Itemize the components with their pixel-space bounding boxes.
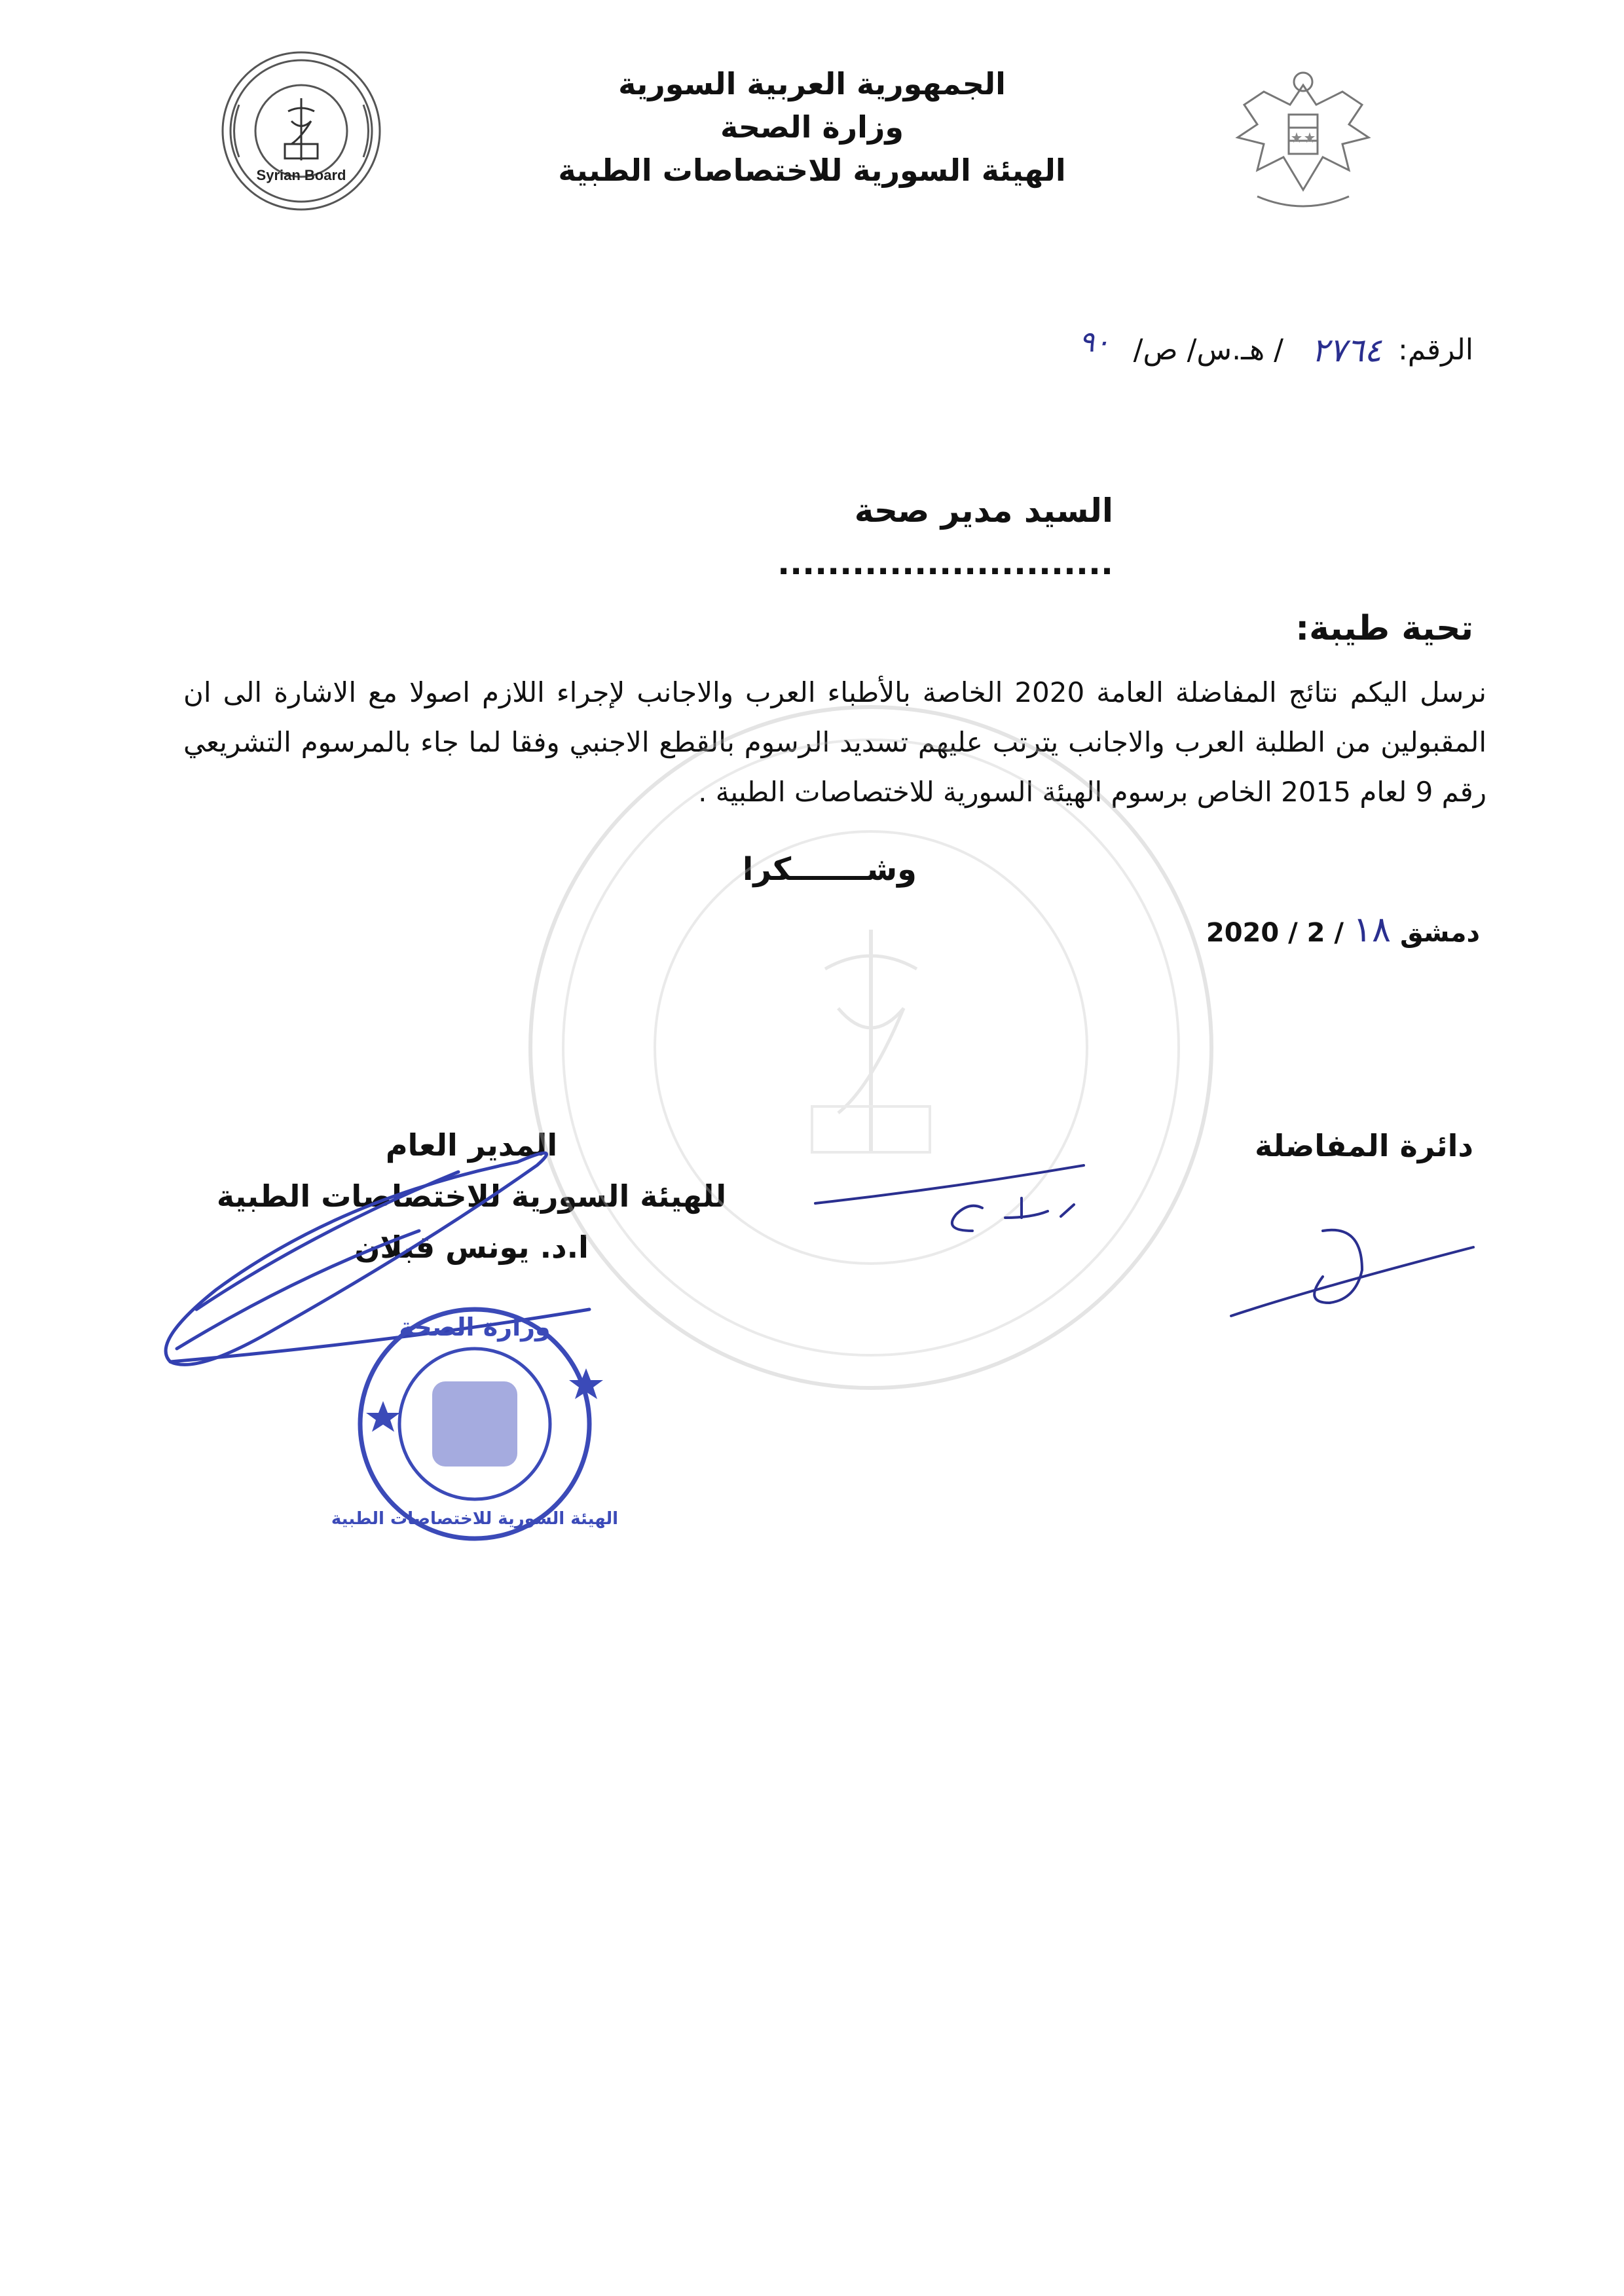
date-line bbox=[1113, 903, 1480, 959]
department-label: دائرة المفاضلة bbox=[1255, 1128, 1473, 1163]
stamp-star-right-icon bbox=[569, 1368, 603, 1399]
closing-thanks: وشـــــــكرا bbox=[742, 851, 917, 888]
signatory-org: للهيئة السورية للاختصاصات الطبية bbox=[216, 1178, 727, 1214]
greeting: تحية طيبة: bbox=[1295, 609, 1473, 648]
reference-number: ٢٧٦٤ bbox=[1311, 331, 1382, 369]
ministry-name: وزارة الصحة bbox=[720, 109, 904, 145]
reference-handwritten-suffix: ٩٠ bbox=[1079, 325, 1110, 359]
stamp-star-left-icon bbox=[366, 1401, 400, 1432]
signatory-block bbox=[183, 1120, 760, 1273]
date-city: دمشق bbox=[1399, 918, 1480, 948]
country-name: الجمهورية العربية السورية bbox=[618, 66, 1006, 101]
department-signature bbox=[1231, 1230, 1473, 1316]
stamp-bottom-text: الهيئة السورية للاختصاصات الطبية bbox=[331, 1509, 619, 1529]
date-rest: / 2 / 2020 bbox=[1206, 918, 1344, 948]
reference-code: / هـ.س/ ص/ bbox=[1133, 333, 1283, 367]
reference-label: الرقم: bbox=[1397, 333, 1473, 367]
stamp-emblem-icon bbox=[432, 1381, 517, 1467]
center-signature bbox=[815, 1165, 1084, 1231]
letterhead bbox=[471, 62, 1153, 192]
ministry-stamp bbox=[331, 1309, 618, 1539]
addressee: السيد مدير صحة ........................... bbox=[777, 492, 1113, 582]
date-day-handwritten: ١٨ bbox=[1352, 909, 1391, 950]
body-paragraph: نرسل اليكم نتائج المفاضلة العامة 2020 الخاصة بالأطباء العرب والاجانب لإجراء اللازم اصولا مع الاشارة الى ان المقبولين من الطلبة العرب والاجانب يترتب عليهم تسديد الرسوم بالقطع الاجنبي وفقا لما جاء بالمرسوم التشريعي رقم 9 لعام 2015 الخاص برسوم الهيئة السورية للاختصاصات الطبية . bbox=[183, 676, 1486, 808]
syrian-board-logo bbox=[216, 46, 386, 216]
eagle-emblem-icon bbox=[1218, 65, 1388, 216]
stamp-top-text: وزارة الصحة bbox=[399, 1313, 551, 1341]
signatory-name: ا.د. يونس قبلان bbox=[354, 1230, 589, 1265]
signatory-title: المدير العام bbox=[385, 1127, 558, 1163]
logo-board-text: Syrian Board bbox=[256, 167, 346, 183]
commission-name: الهيئة السورية للاختصاصات الطبية bbox=[558, 153, 1066, 188]
reference-line bbox=[1015, 327, 1473, 380]
